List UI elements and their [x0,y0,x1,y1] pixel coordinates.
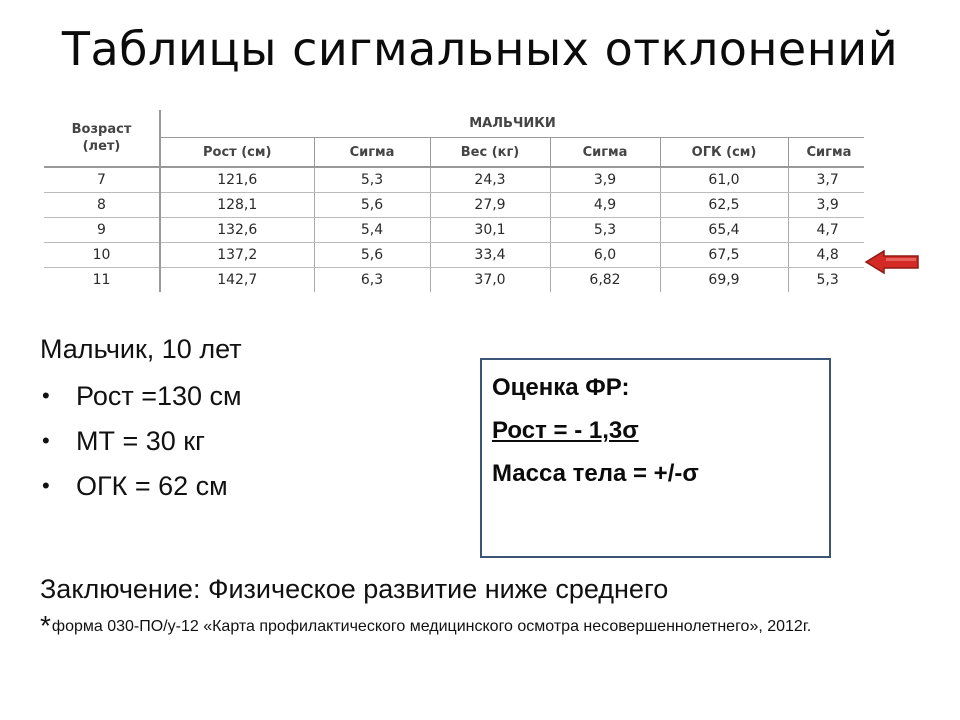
assessment-mass: Масса тела = +/-σ [492,460,699,487]
column-header: Вес (кг) [430,138,550,167]
sigma-table-image [44,110,864,292]
footnote-text: форма 030-ПО/у-12 «Карта профилактического медицинского осмотра несовершеннолетнего», 2012г. [51,618,812,635]
slide-title: Таблицы сигмальных отклонений [61,22,899,76]
table-cell: 37,0 [430,268,550,293]
table-cell: 6,3 [314,268,430,293]
table-cell: 128,1 [160,193,314,218]
table-cell: 11 [44,268,160,293]
table-cell: 3,7 [788,167,864,193]
table-cell: 132,6 [160,218,314,243]
table-cell: 27,9 [430,193,550,218]
table-cell: 6,82 [550,268,660,293]
table-cell: 9 [44,218,160,243]
conclusion-text: Заключение: Физическое развитие ниже среднего [40,574,669,604]
patient-params-list [40,378,242,513]
table-cell: 61,0 [660,167,788,193]
assessment-box [480,358,831,558]
age-header-line1: Возраст [71,122,132,137]
table-cell: 5,6 [314,243,430,268]
table-cell: 121,6 [160,167,314,193]
list-item [40,468,242,513]
bullet-icon: • [42,428,50,453]
param-text: ОГК = 62 см [76,471,228,501]
footnote-star: * [40,610,51,641]
table-cell: 69,9 [660,268,788,293]
assessment-growth: Рост = - 1,3σ [492,417,639,444]
table-cell: 4,7 [788,218,864,243]
table-cell: 10 [44,243,160,268]
table-cell: 4,9 [550,193,660,218]
table-cell: 33,4 [430,243,550,268]
table-cell: 5,6 [314,193,430,218]
table-row [44,193,864,218]
table-cell: 8 [44,193,160,218]
table-cell: 3,9 [550,167,660,193]
patient-intro: Мальчик, 10 лет [40,334,242,364]
column-header: Сигма [314,138,430,167]
age-header-line2: (лет) [82,139,121,154]
table-row-highlighted [44,243,864,268]
list-item [40,378,242,423]
table-cell: 62,5 [660,193,788,218]
table-cell: 24,3 [430,167,550,193]
footnote [40,612,900,641]
age-column-header [44,110,160,167]
param-text: Рост =130 см [76,381,242,411]
table-cell: 5,3 [550,218,660,243]
table-cell: 7 [44,167,160,193]
table-cell: 5,3 [314,167,430,193]
table-cell: 5,3 [788,268,864,293]
bullet-icon: • [42,383,50,408]
table-row [44,268,864,293]
assessment-heading: Оценка ФР: [492,374,630,401]
table-cell: 6,0 [550,243,660,268]
param-text: МТ = 30 кг [76,426,205,456]
group-header-boys: МАЛЬЧИКИ [160,110,864,138]
bullet-icon: • [42,473,50,498]
table-cell: 67,5 [660,243,788,268]
table-cell: 3,9 [788,193,864,218]
table-cell: 30,1 [430,218,550,243]
table-cell: 4,8 [788,243,864,268]
column-header: Сигма [550,138,660,167]
table-cell: 65,4 [660,218,788,243]
table-row [44,167,864,193]
table-cell: 142,7 [160,268,314,293]
table-row [44,218,864,243]
sigma-table [44,110,864,292]
column-header: Рост (см) [160,138,314,167]
table-cell: 137,2 [160,243,314,268]
list-item [40,423,242,468]
table-cell: 5,4 [314,218,430,243]
arrow-left-icon [864,249,920,275]
column-header: Сигма [788,138,864,167]
column-header: ОГК (см) [660,138,788,167]
